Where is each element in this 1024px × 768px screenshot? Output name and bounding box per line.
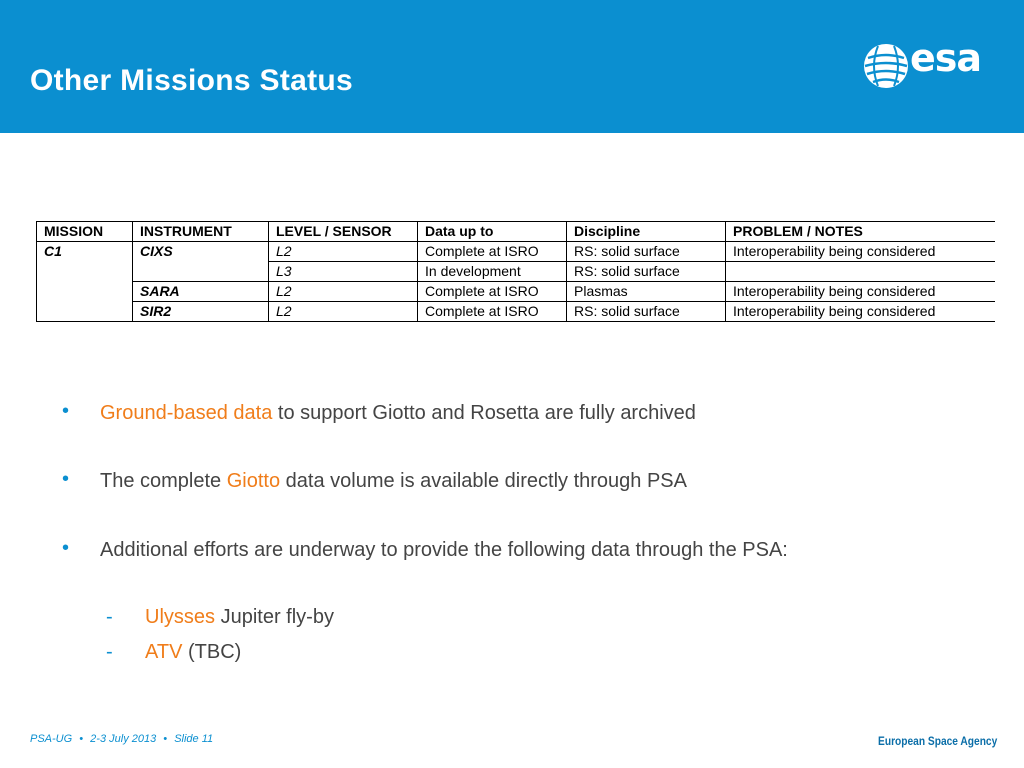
table-row xyxy=(37,282,996,302)
cell-instrument: SARA xyxy=(133,282,269,302)
cell-notes: Interoperability being considered xyxy=(726,242,996,262)
bullet-text-after: data volume is available directly through PSA xyxy=(280,470,687,492)
sub-bullet-text xyxy=(145,641,241,664)
sub-bullet-text-after: (TBC) xyxy=(182,641,242,663)
bullet-dot-icon: • xyxy=(62,537,70,559)
footer-info xyxy=(30,733,217,745)
bullet-highlight: Ground-based data xyxy=(100,402,273,424)
esa-logo-text: esa xyxy=(910,36,982,80)
cell-notes: Interoperability being considered xyxy=(726,282,996,302)
bullet-text xyxy=(100,539,788,562)
header-banner xyxy=(0,0,1024,133)
col-header-data-up-to: Data up to xyxy=(418,222,567,242)
bullet-text-pre: The complete xyxy=(100,470,227,492)
sub-bullet-dash: - xyxy=(106,606,113,628)
cell-data-up-to: Complete at ISRO xyxy=(418,302,567,322)
col-header-instrument: INSTRUMENT xyxy=(133,222,269,242)
cell-data-up-to: In development xyxy=(418,262,567,282)
cell-level: L3 xyxy=(269,262,418,282)
sub-bullet-text xyxy=(145,606,334,629)
cell-discipline: RS: solid surface xyxy=(567,262,726,282)
cell-instrument: CIXS xyxy=(133,242,269,282)
cell-data-up-to: Complete at ISRO xyxy=(418,242,567,262)
sub-bullet-highlight: Ulysses xyxy=(145,606,216,628)
bullet-highlight: Giotto xyxy=(226,470,281,492)
esa-globe-icon xyxy=(862,42,910,90)
cell-discipline: Plasmas xyxy=(567,282,726,302)
cell-mission: C1 xyxy=(37,242,133,322)
col-header-level: LEVEL / SENSOR xyxy=(269,222,418,242)
table-row xyxy=(37,242,996,262)
table-row xyxy=(37,302,996,322)
cell-level: L2 xyxy=(269,302,418,322)
bullet-text-after: to support Giotto and Rosetta are fully archived xyxy=(272,402,696,424)
footer-separator: • xyxy=(79,733,84,745)
cell-data-up-to: Complete at ISRO xyxy=(418,282,567,302)
table-header-row xyxy=(37,222,996,242)
bullet-text xyxy=(100,402,696,425)
col-header-discipline: Discipline xyxy=(567,222,726,242)
cell-notes xyxy=(726,262,996,282)
bullet-dot-icon: • xyxy=(62,468,70,490)
bullet-dot-icon: • xyxy=(62,400,70,422)
cell-notes: Interoperability being considered xyxy=(726,302,996,322)
cell-discipline: RS: solid surface xyxy=(567,242,726,262)
footer-separator: • xyxy=(163,733,168,745)
bullet-text-pre: Additional efforts are underway to provide the following data through the PSA: xyxy=(100,539,788,561)
footer-agency-name: European Space Agency xyxy=(877,734,997,748)
sub-bullet-text-after: Jupiter fly-by xyxy=(215,606,334,628)
cell-instrument: SIR2 xyxy=(133,302,269,322)
sub-bullet-dash: - xyxy=(106,641,113,663)
col-header-mission: MISSION xyxy=(37,222,133,242)
cell-level: L2 xyxy=(269,282,418,302)
footer-event: PSA-UG xyxy=(30,733,73,745)
bullet-text xyxy=(100,470,687,493)
footer-date: 2-3 July 2013 xyxy=(90,733,157,745)
footer-slide-number: Slide 11 xyxy=(174,733,214,745)
page-title: Other Missions Status xyxy=(30,64,354,97)
esa-logo xyxy=(862,36,1002,90)
cell-discipline: RS: solid surface xyxy=(567,302,726,322)
sub-bullet-highlight: ATV xyxy=(145,641,183,663)
missions-status-table xyxy=(36,221,995,322)
cell-level: L2 xyxy=(269,242,418,262)
col-header-notes: PROBLEM / NOTES xyxy=(726,222,996,242)
